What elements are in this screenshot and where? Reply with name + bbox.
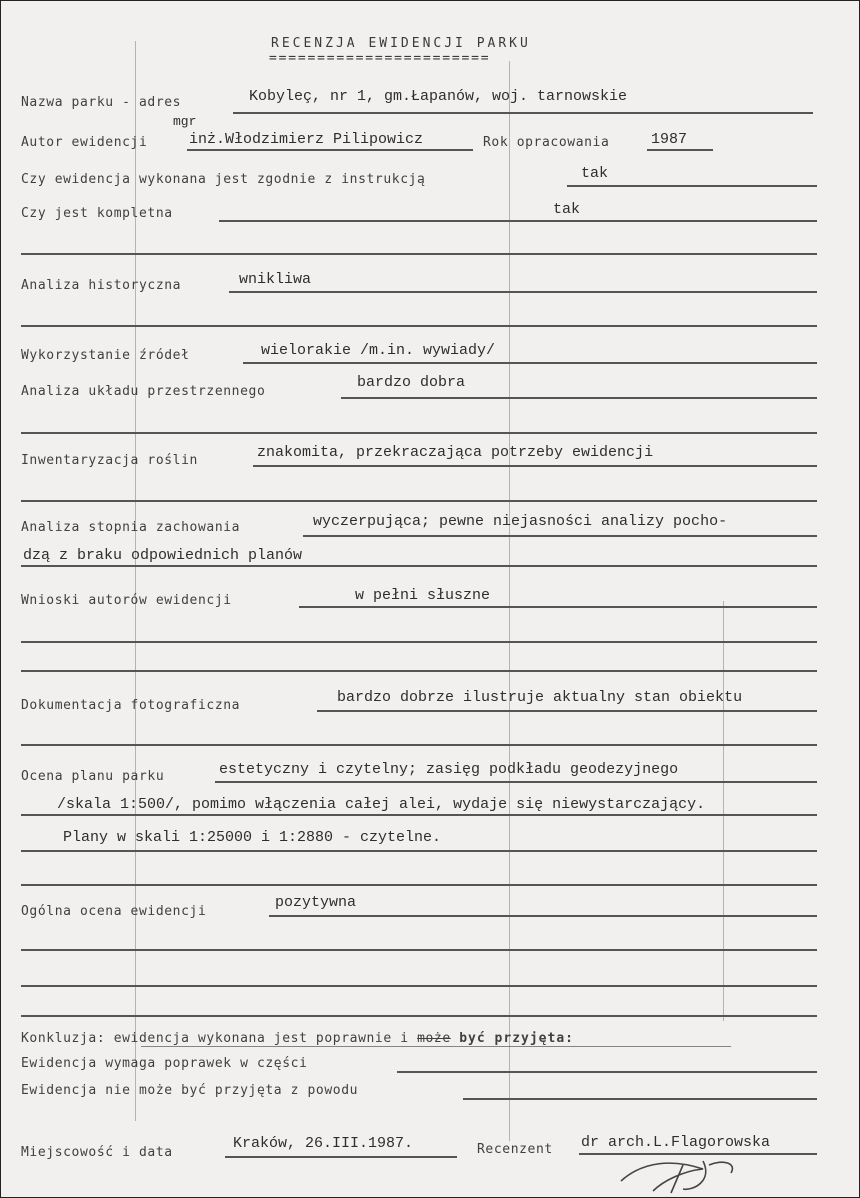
blank-line: [21, 949, 817, 951]
sources-line: [243, 362, 817, 364]
signature-mark: [613, 1151, 753, 1195]
year-label: Rok opracowania: [483, 135, 610, 150]
plan-label: Ocena planu parku: [21, 769, 165, 784]
blank-line: [21, 432, 817, 434]
conclusion-line3-blank: [463, 1098, 817, 1100]
page-title: RECENZJA EWIDENCJI PARKU: [271, 36, 531, 51]
preservation-value-line1: wyczerpująca; pewne niejasności analizy pocho-: [313, 513, 728, 530]
sources-value: wielorakie /m.in. wywiady/: [261, 342, 496, 359]
conclusions-value: w pełni słuszne: [355, 587, 491, 604]
compliance-line: [567, 185, 817, 187]
preservation-value-line2: dzą z braku odpowiednich planów: [23, 547, 303, 564]
photo-line: [317, 710, 817, 712]
blank-line: [21, 500, 817, 502]
plants-line: [253, 465, 817, 467]
blank-line: [21, 985, 817, 987]
preservation-line2: [21, 565, 817, 567]
place-date-label: Miejscowość i data: [21, 1145, 173, 1160]
conclusion-struck-word: może: [417, 1031, 451, 1046]
conclusions-label: Wnioski autorów ewidencji: [21, 593, 232, 608]
plan-value-line2: /skala 1:500/, pomimo włączenia całej alei, wydaje się niewystarczający.: [57, 796, 706, 813]
section-divider: [21, 253, 817, 255]
place-date-line: [225, 1156, 457, 1158]
compliance-value: tak: [581, 165, 609, 182]
preservation-label: Analiza stopnia zachowania: [21, 520, 241, 535]
conclusions-line: [299, 606, 817, 608]
complete-value: tak: [553, 201, 581, 218]
blank-line: [21, 884, 817, 886]
sources-label: Wykorzystanie źródeł: [21, 348, 190, 363]
conclusion-line3: Ewidencja nie może być przyjęta z powodu: [21, 1083, 359, 1098]
plan-value-line3: Plany w skali 1:25000 i 1:2880 - czytelne.: [63, 829, 442, 846]
blank-line: [21, 325, 817, 327]
overall-line: [269, 915, 817, 917]
history-line: [229, 291, 817, 293]
conclusion-line1: [21, 1031, 574, 1046]
author-title: mgr: [173, 114, 197, 129]
blank-line: [21, 670, 817, 672]
fold-line: [509, 61, 510, 1141]
spatial-label: Analiza układu przestrzennego: [21, 384, 266, 399]
plants-value: znakomita, przekraczająca potrzeby ewidencji: [257, 444, 654, 461]
fold-line: [135, 41, 136, 1121]
photo-label: Dokumentacja fotograficzna: [21, 698, 241, 713]
conclusion-underline: [141, 1046, 731, 1047]
year-value: 1987: [651, 131, 688, 148]
spatial-line: [341, 397, 817, 399]
year-line: [647, 149, 713, 151]
park-name-line: [233, 112, 813, 114]
overall-label: Ogólna ocena ewidencji: [21, 904, 207, 919]
place-date-value: Kraków, 26.III.1987.: [233, 1135, 414, 1152]
history-value: wnikliwa: [239, 271, 312, 288]
park-name-label: Nazwa parku - adres: [21, 95, 182, 110]
blank-line: [21, 641, 817, 643]
plants-label: Inwentaryzacja roślin: [21, 453, 198, 468]
conclusion-line2-blank: [397, 1071, 817, 1073]
compliance-label: Czy ewidencja wykonana jest zgodnie z instrukcją: [21, 172, 426, 187]
preservation-line1: [303, 535, 817, 537]
history-label: Analiza historyczna: [21, 278, 182, 293]
author-line: [187, 149, 473, 151]
complete-line: [219, 220, 817, 222]
author-value: inż.Włodzimierz Pilipowicz: [189, 131, 424, 148]
blank-line: [21, 1015, 817, 1017]
reviewer-value: dr arch.L.Flagorowska: [581, 1134, 771, 1151]
reviewer-label: Recenzent: [477, 1142, 553, 1157]
conclusion-tail: być przyjęta:: [459, 1031, 574, 1046]
photo-value: bardzo dobrze ilustruje aktualny stan obiektu: [337, 689, 743, 706]
complete-label: Czy jest kompletna: [21, 206, 173, 221]
conclusion-text: Konkluzja: ewidencja wykonana jest poprawnie i: [21, 1031, 409, 1046]
plan-line2: [21, 814, 817, 816]
blank-line: [21, 744, 817, 746]
title-underline: =======================: [269, 51, 491, 66]
author-label: Autor ewidencji: [21, 135, 148, 150]
conclusion-line2: Ewidencja wymaga poprawek w części: [21, 1056, 308, 1071]
spatial-value: bardzo dobra: [357, 374, 466, 391]
park-name-value: Kobyleç, nr 1, gm.Łapanów, woj. tarnowskie: [249, 88, 628, 105]
plan-line3: [21, 850, 817, 852]
plan-value-line1: estetyczny i czytelny; zasięg podkładu geodezyjnego: [219, 761, 679, 778]
fold-line: [723, 601, 724, 1021]
overall-value: pozytywna: [275, 894, 357, 911]
plan-line1: [215, 781, 817, 783]
